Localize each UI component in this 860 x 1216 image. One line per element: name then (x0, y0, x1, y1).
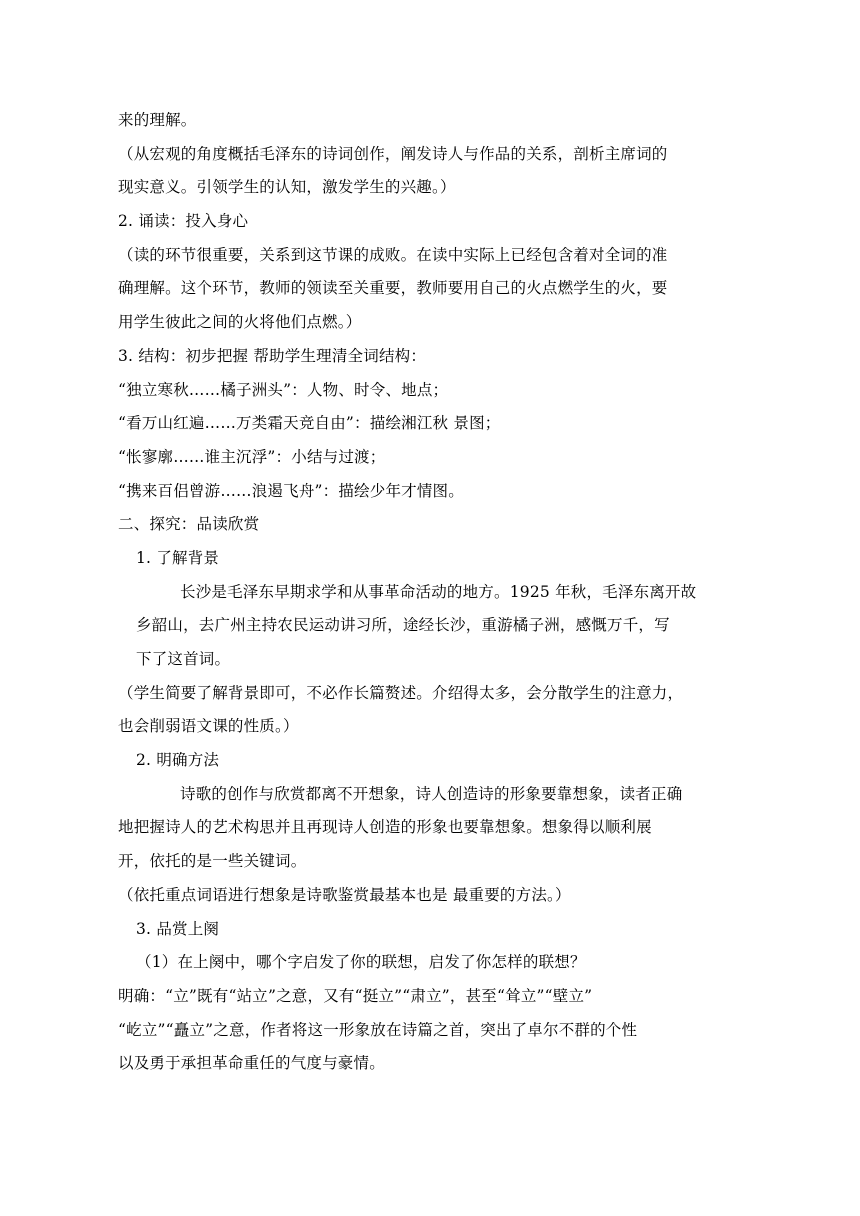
paragraph-line: 诗歌的创作与欣赏都离不开想象，诗人创造诗的形象要靠想象，读者正确 (180, 784, 683, 803)
paragraph-line: 现实意义。引领学生的认知，激发学生的兴趣。） (118, 178, 456, 197)
subsection-heading: 2. 明确方法 (136, 751, 220, 770)
paragraph-line: “屹立”“矗立”之意，作者将这一形象放在诗篇之首，突出了卓尔不群的个性 (118, 1020, 638, 1039)
section-heading: 二、探究：品读欣赏 (118, 515, 260, 534)
paragraph-line: 下了这首词。 (136, 650, 231, 668)
paragraph-line: 长沙是毛泽东早期求学和从事革命活动的地方。1925 年秋，毛泽东离开故 (180, 582, 697, 601)
paragraph-line: “携来百侣曾游……浪遏飞舟”：描绘少年才情图。 (118, 481, 464, 500)
paragraph-line: 用学生彼此之间的火将他们点燃。） (118, 313, 362, 332)
paragraph-line: 明确：“立”既有“站立”之意，又有“挺立”“肃立”，甚至“耸立”“壁立” (118, 986, 593, 1005)
paragraph-line: （读的环节很重要，关系到这节课的成败。在读中实际上已经包含着对全词的准 (118, 245, 668, 264)
paragraph-line: 确理解。这个环节，教师的领读至关重要，教师要用自己的火点燃学生的火，要 (118, 279, 668, 298)
paragraph-line: 来的理解。 (118, 111, 197, 129)
paragraph-line: 地把握诗人的艺术构思并且再现诗人创造的形象也要靠想象。想象得以顺利展 (118, 818, 652, 837)
paragraph-line: 开，依托的是一些关键词。 (118, 852, 307, 871)
paragraph-line: “独立寒秋……橘子洲头”：人物、时令、地点； (118, 380, 449, 399)
document-body (118, 104, 740, 1081)
section-heading: 3. 结构：初步把握 帮助学生理清全词结构： (118, 346, 427, 365)
paragraph-line: （依托重点词语进行想象是诗歌鉴赏最基本也是 最重要的方法。） (118, 885, 571, 904)
paragraph-line: “怅寥廓……谁主沉浮”：小结与过渡； (118, 447, 386, 466)
section-heading: 2. 诵读：投入身心 (118, 212, 249, 231)
paragraph-line: （从宏观的角度概括毛泽东的诗词创作，阐发诗人与作品的关系，剖析主席词的 (118, 144, 668, 163)
paragraph-line: 乡韶山，去广州主持农民运动讲习所，途经长沙，重游橘子洲，感慨万千，写 (136, 616, 670, 635)
paragraph-line: 也会削弱语文课的性质。） (118, 717, 299, 736)
question-line: （1）在上阕中，哪个字启发了你的联想，启发了你怎样的联想？ (136, 953, 586, 972)
paragraph-line: 以及勇于承担革命重任的气度与豪情。 (118, 1054, 385, 1073)
paragraph-line: “看万山红遍……万类霜天竞自由”：描绘湘江秋 景图； (118, 414, 501, 433)
subsection-heading: 1. 了解背景 (136, 548, 220, 567)
paragraph-line: （学生简要了解背景即可，不必作长篇赘述。介绍得太多，会分散学生的注意力， (118, 683, 684, 702)
subsection-heading: 3. 品赏上阕 (136, 919, 220, 938)
